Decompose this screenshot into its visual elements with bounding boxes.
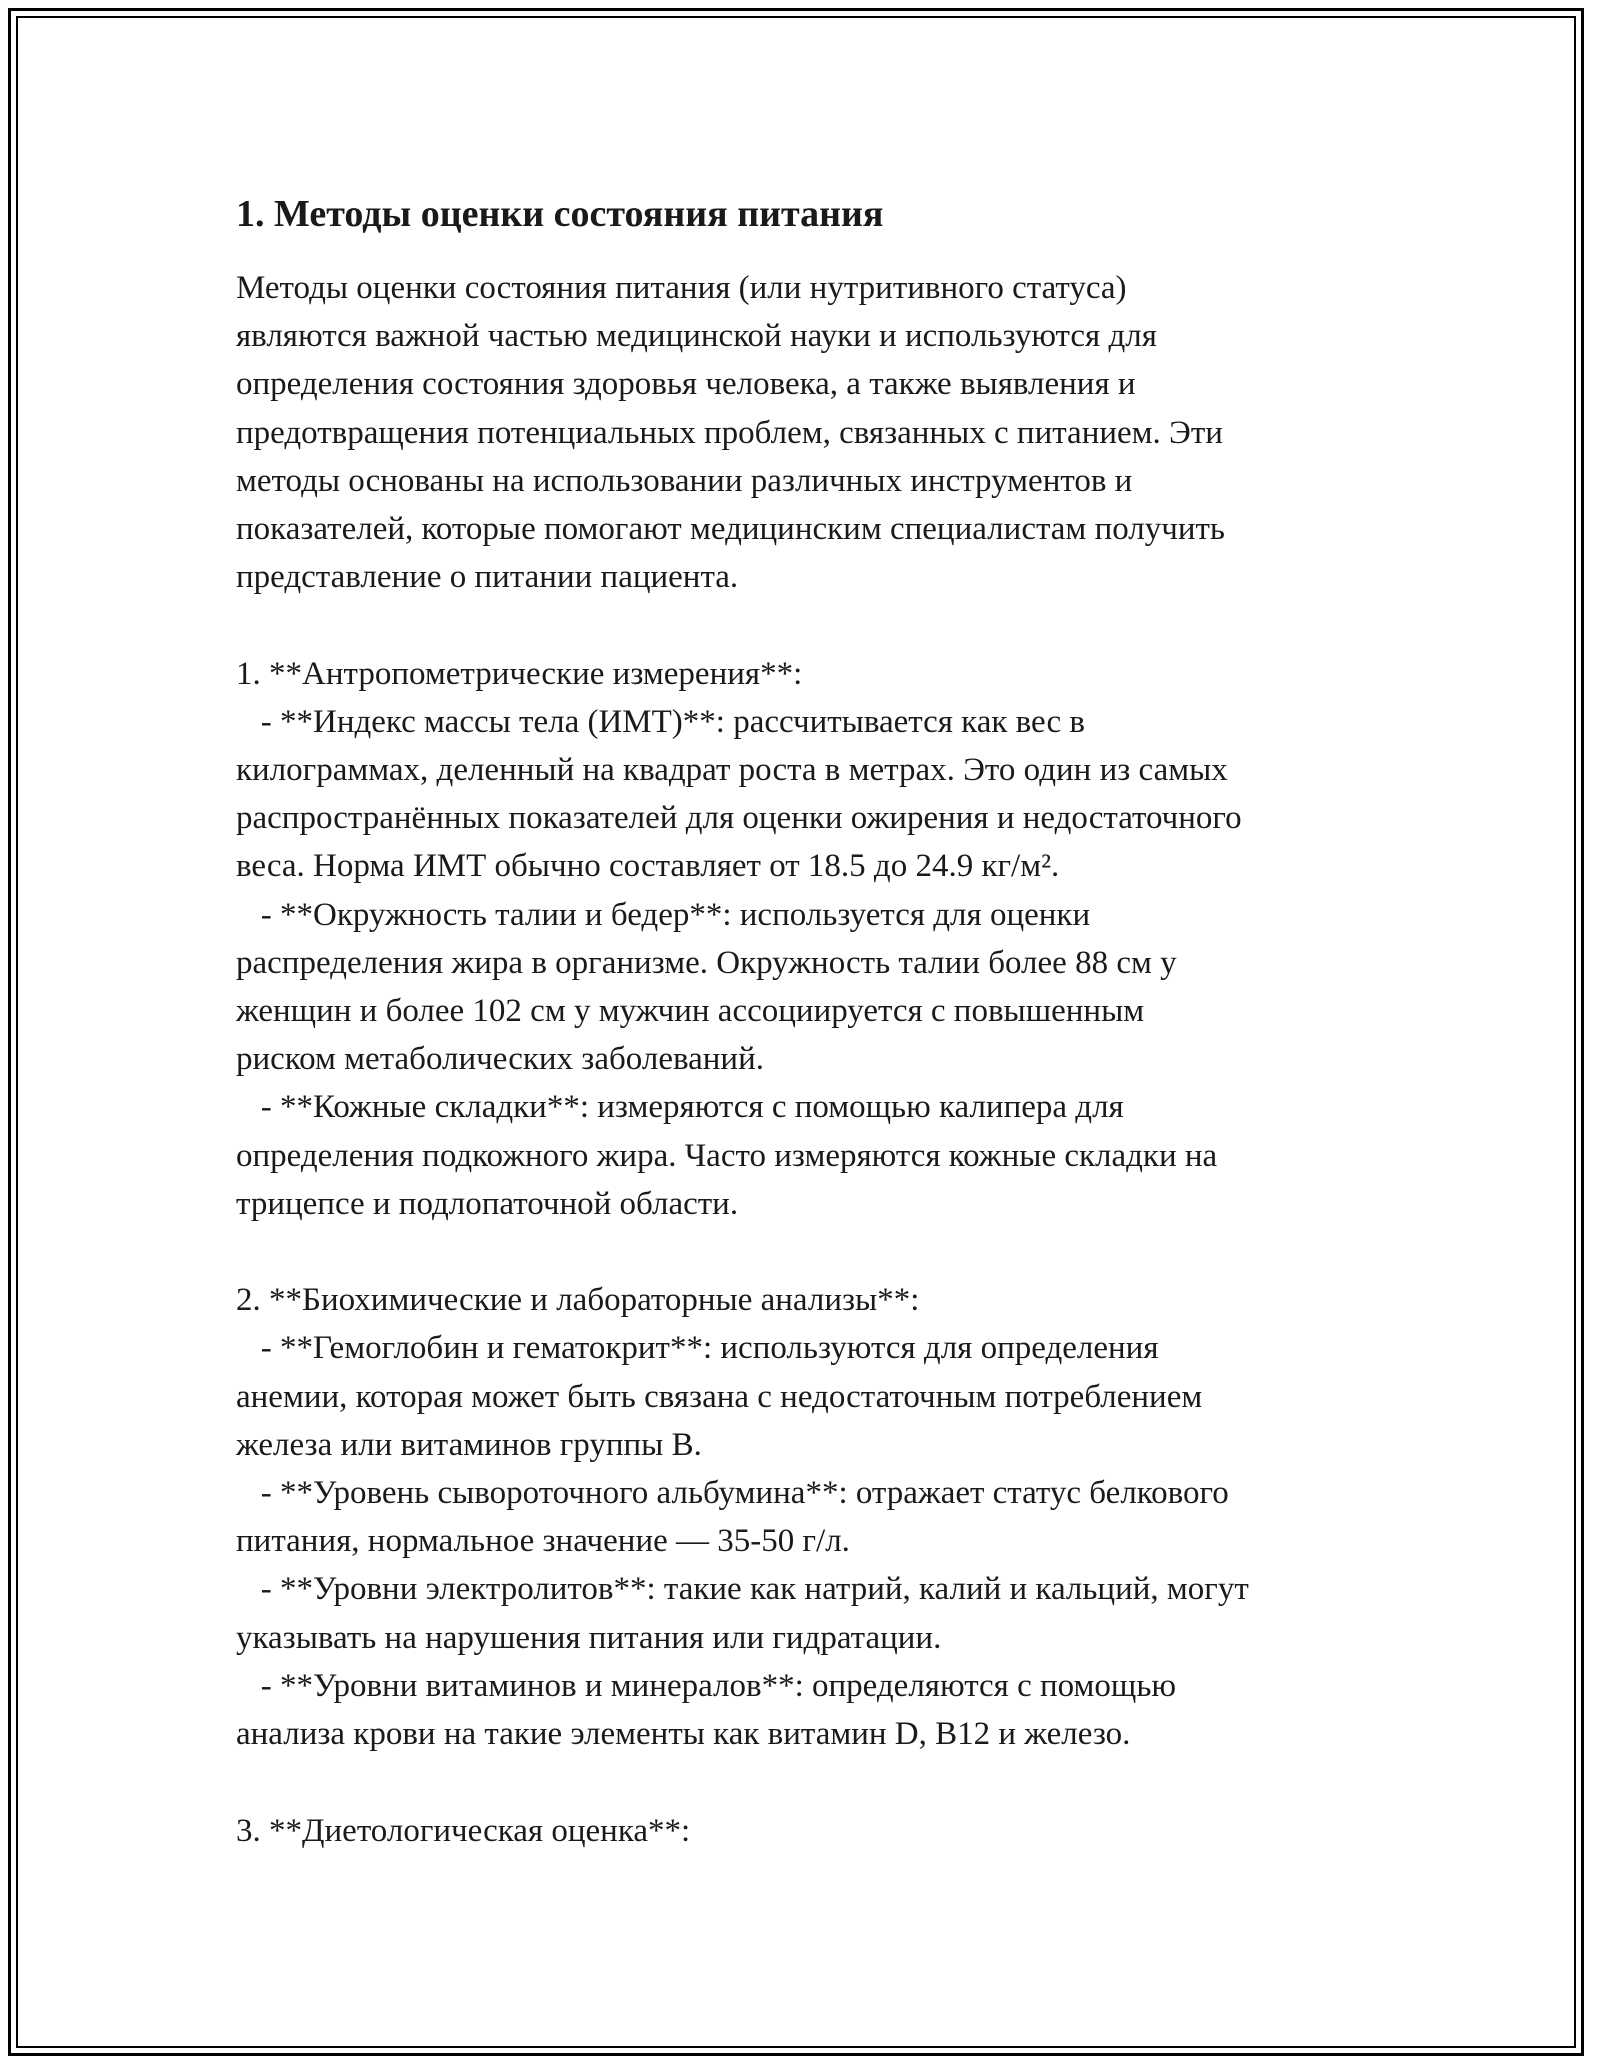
text-line: женщин и более 102 см у мужчин ассоциируется с повышенным	[236, 993, 1145, 1030]
blank-line	[236, 1228, 1384, 1276]
text-line: - **Уровни электролитов**: такие как натрий, калий и кальций, могут	[236, 1571, 1249, 1608]
document-body	[236, 264, 1384, 1855]
text-line: питания, нормальное значение — 35-50 г/л.	[236, 1523, 850, 1560]
text-line: Методы оценки состояния питания (или нутритивного статуса)	[236, 270, 1127, 306]
text-line: предотвращения потенциальных проблем, связанных с питанием. Эти	[236, 414, 1223, 451]
text-line: определения состояния здоровья человека, а также выявления и	[236, 366, 1136, 403]
text-line: - **Гемоглобин и гематокрит**: используются для определения	[236, 1330, 1159, 1367]
text-line: 1. **Антропометрические измерения**:	[236, 655, 803, 692]
document-page	[236, 186, 1384, 1855]
text-line: распределения жира в организме. Окружность талии более 88 см у	[236, 944, 1177, 981]
text-line: 2. **Биохимические и лабораторные анализы**:	[236, 1282, 920, 1319]
text-line: килограммах, деленный на квадрат роста в метрах. Это один из самых	[236, 752, 1228, 789]
text-line: 3. **Диетологическая оценка**:	[236, 1812, 691, 1849]
text-line: указывать на нарушения питания или гидратации.	[236, 1619, 942, 1656]
text-line: являются важной частью медицинской науки и используются для	[236, 318, 1157, 355]
text-line: риском метаболических заболеваний.	[236, 1041, 764, 1078]
text-line: представление о питании пациента.	[236, 559, 739, 596]
text-line: трицепсе и подлопаточной области.	[236, 1185, 739, 1222]
text-line: анемии, которая может быть связана с недостаточным потреблением	[236, 1378, 1203, 1415]
text-line: - **Уровни витаминов и минералов**: определяются с помощью	[236, 1667, 1177, 1704]
text-line: - **Индекс массы тела (ИМТ)**: рассчитывается как вес в	[236, 703, 1085, 740]
text-line: - **Кожные складки**: измеряются с помощью калипера для	[236, 1089, 1124, 1126]
text-line: определения подкожного жира. Часто измеряются кожные складки на	[236, 1137, 1218, 1174]
text-line: анализа крови на такие элементы как витамин D, B12 и железо.	[236, 1716, 1131, 1753]
blank-line	[236, 601, 1384, 649]
text-line: распространённых показателей для оценки ожирения и недостаточного	[236, 800, 1242, 837]
section-heading: 1. Методы оценки состояния питания	[236, 193, 884, 235]
text-line: показателей, которые помогают медицинским специалистам получить	[236, 511, 1225, 548]
text-line: - **Уровень сывороточного альбумина**: отражает статус белкового	[236, 1475, 1229, 1512]
text-line: методы основаны на использовании различных инструментов и	[236, 462, 1133, 499]
text-line: железа или витаминов группы B.	[236, 1426, 702, 1463]
text-line: веса. Норма ИМТ обычно составляет от 18.5 до 24.9 кг/м².	[236, 848, 1060, 885]
text-line: - **Окружность талии и бедер**: используется для оценки	[236, 896, 1091, 933]
blank-line	[236, 1758, 1384, 1806]
